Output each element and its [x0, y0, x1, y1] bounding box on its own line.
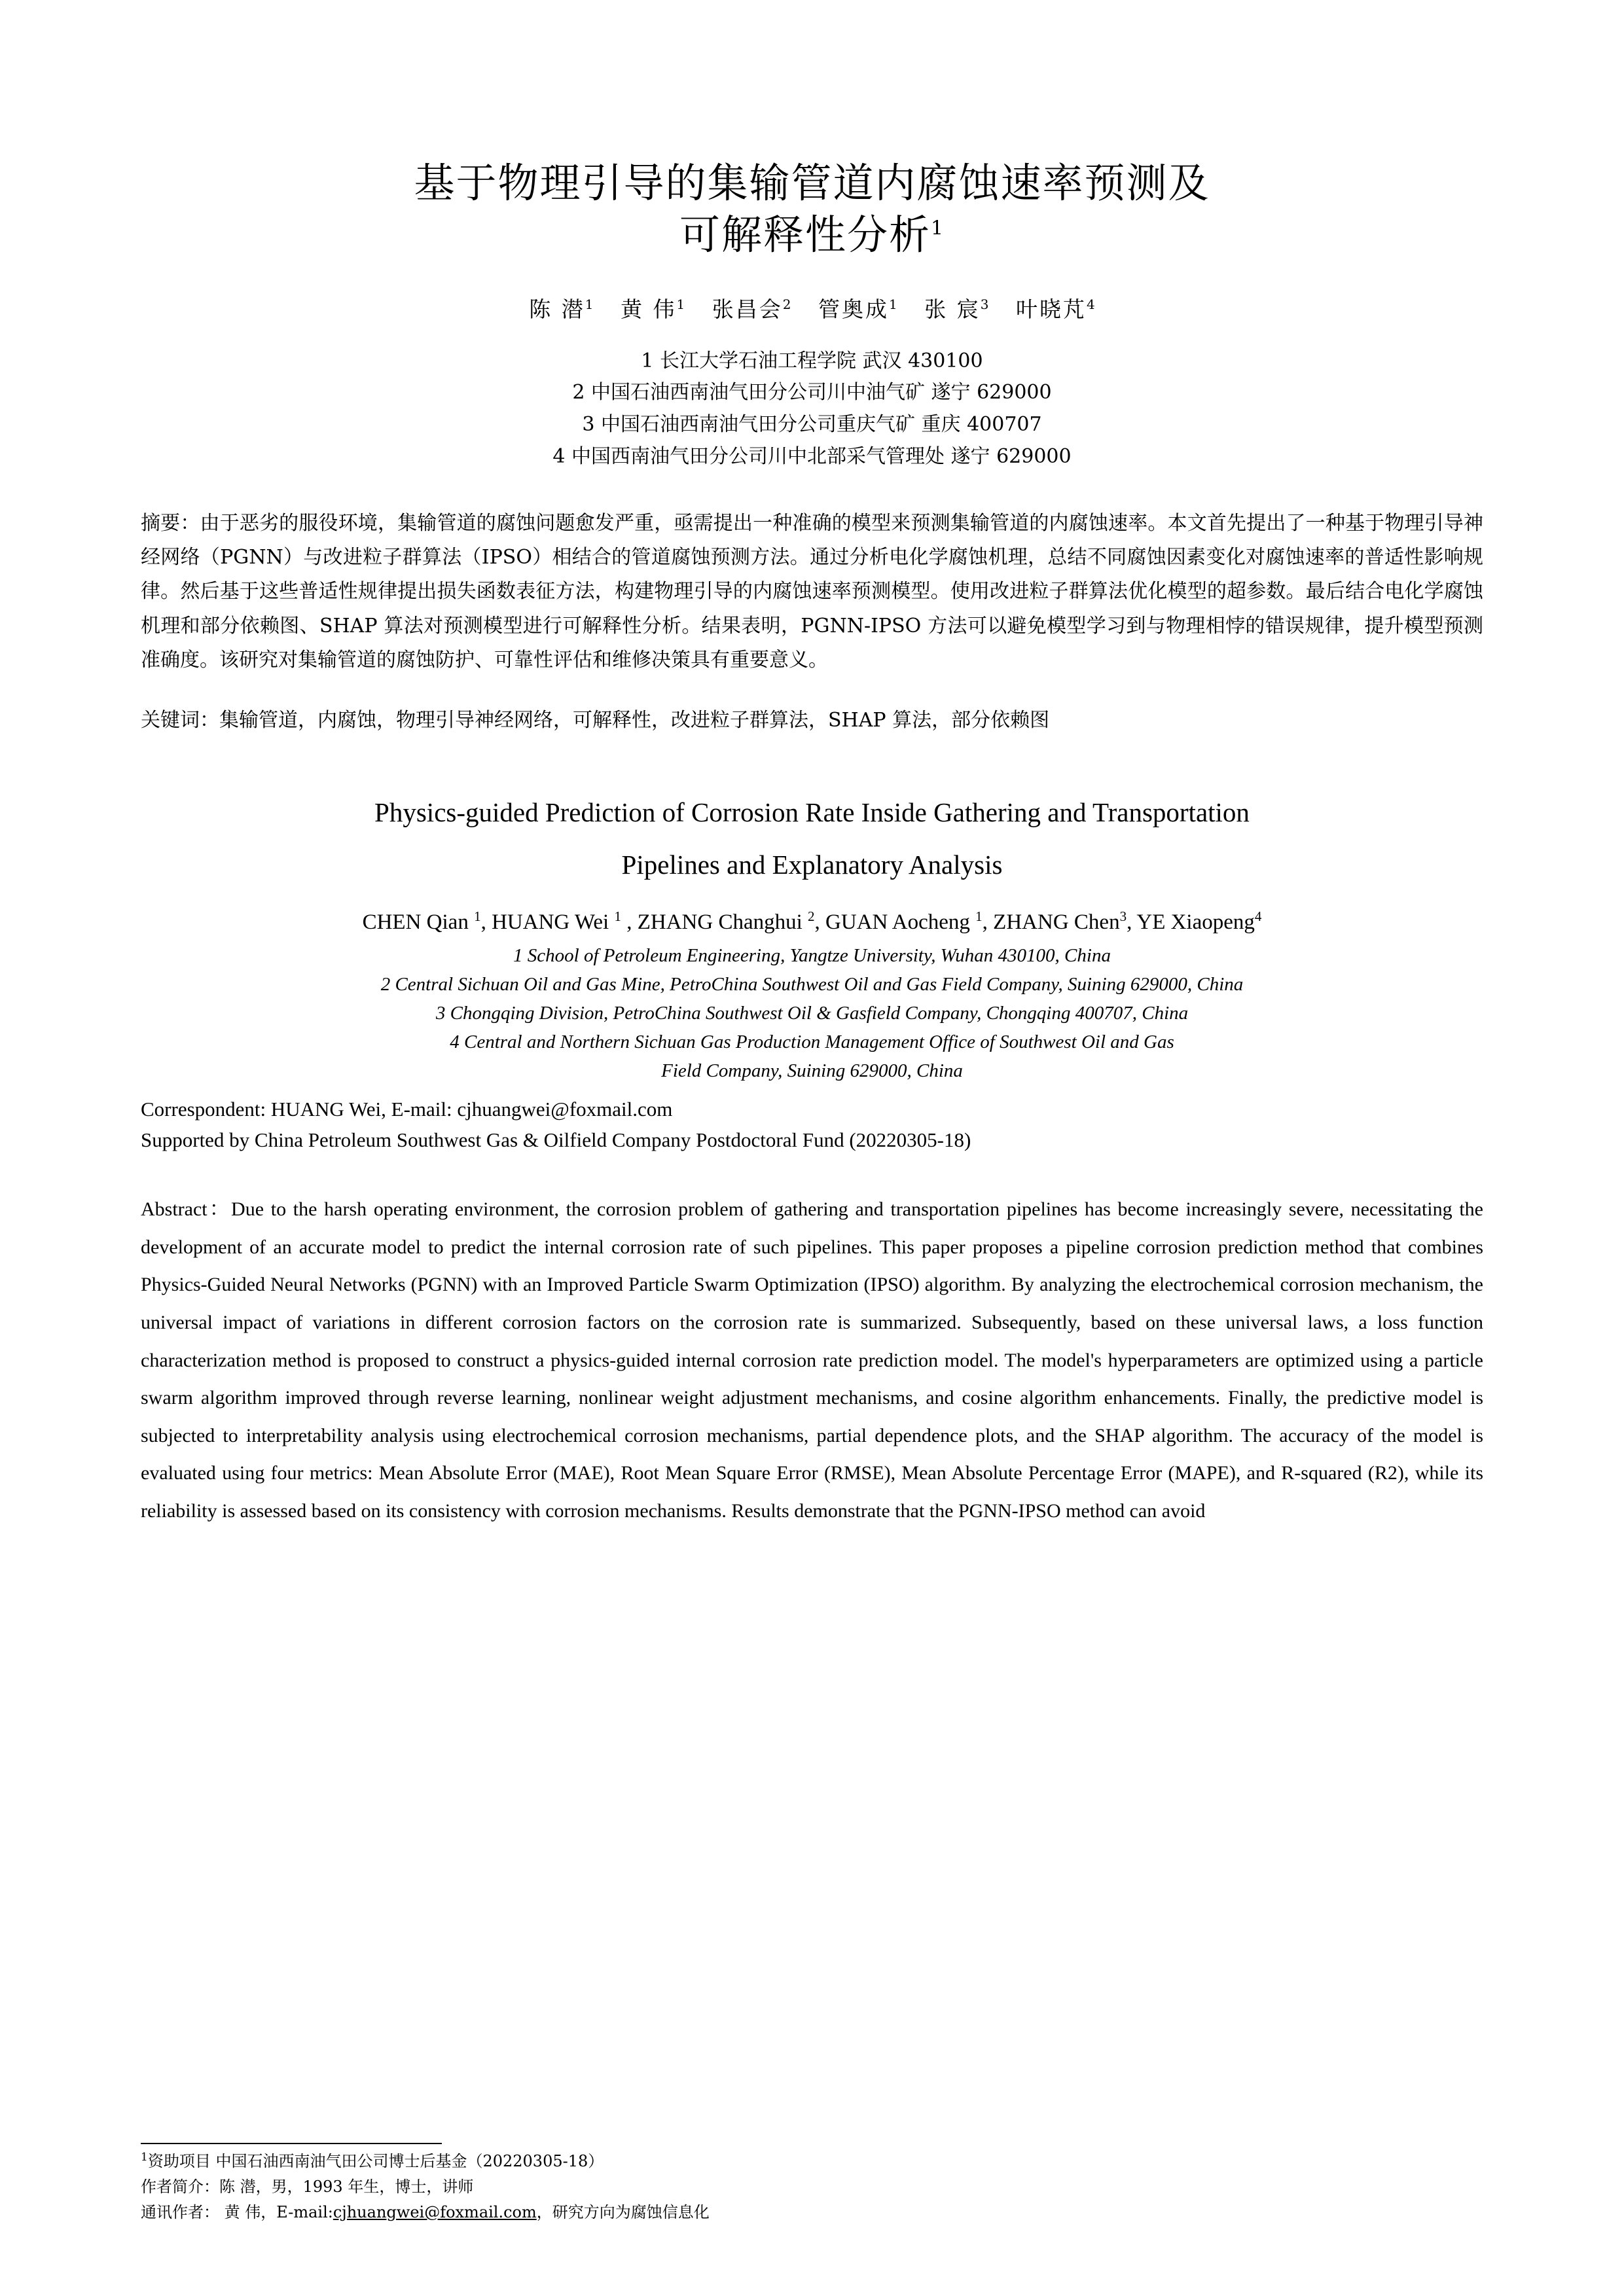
footnote-corresponding-prefix: 通讯作者： 黄 伟，E-mail: [141, 2203, 333, 2222]
cn-author [1016, 296, 1095, 322]
en-author-affil-marker: 3 [1119, 908, 1127, 924]
cn-author [924, 296, 988, 322]
footnote-funding-text: 资助项目 中国石油西南油气田公司博士后基金（20220305-18） [147, 2152, 604, 2171]
cn-keywords: 关键词：集输管道，内腐蚀，物理引导神经网络，可解释性，改进粒子群算法，SHAP 算法，部分依赖图 [141, 709, 1050, 732]
cn-author-affil-marker: 2 [782, 296, 791, 312]
en-title-line-1: Physics-guided Prediction of Corrosion Rate Inside Gathering and Transportation [374, 797, 1250, 828]
cn-author-name: 管奥成 [818, 296, 889, 322]
cn-author-affil-marker: 3 [980, 296, 989, 312]
page-title [141, 157, 1483, 261]
en-title [141, 787, 1483, 891]
cn-author-affil-marker: 1 [676, 296, 685, 312]
en-author-name: ZHANG Chen [993, 910, 1120, 934]
funding-line: Supported by China Petroleum Southwest Gas & Oilfield Company Postdoctoral Fund (20220305-18) [141, 1128, 971, 1151]
footnote-marker: 1 [141, 2151, 148, 2164]
cn-author-affil-marker: 4 [1086, 296, 1095, 312]
en-author-affil-marker: 1 [474, 908, 481, 924]
en-author [363, 910, 481, 934]
cn-author-name: 叶晓芃 [1015, 296, 1087, 322]
en-author-affil-marker: 1 [975, 908, 983, 924]
cn-abstract: 摘要：由于恶劣的服役环境，集输管道的腐蚀问题愈发严重，亟需提出一种准确的模型来预测集输管道的内腐蚀速率。本文首先提出了一种基于物理引导神经网络（PGNN）与改进粒子群算法（IPSO）相结合的管道腐蚀预测方法。通过分析电化学腐蚀机理，总结不同腐蚀因素变化对腐蚀速率的普适性影响规律。然后基于这些普适性规律提出损失函数表征方法，构建物理引导的内腐蚀速率预测模型。使用改进粒子群算法优化模型的超参数。最后结合电化学腐蚀机理和部分依赖图、SHAP 算法对预测模型进行可解释性分析。结果表明，PGNN-IPSO 方法可以避免模型学习到与物理相悖的错误规律，提升模型预测准确度。该研究对集输管道的腐蚀防护、可靠性评估和维修决策具有重要意义。 [141, 512, 1483, 672]
footnote-corresponding-suffix: ，研究方向为腐蚀信息化 [536, 2203, 710, 2222]
cn-title-line-1: 基于物理引导的集输管道内腐蚀速率预测及 [414, 159, 1210, 207]
en-author-affil-marker: 2 [808, 908, 815, 924]
en-author-name: ZHANG Changhui [637, 910, 803, 934]
en-author [638, 910, 815, 934]
en-author-name: HUANG Wei [492, 910, 609, 934]
cn-affiliation: 3 中国石油西南油气田分公司重庆气矿 重庆 400707 [582, 412, 1042, 436]
cn-affiliation: 2 中国石油西南油气田分公司川中油气矿 遂宁 629000 [572, 381, 1052, 404]
en-affiliation: 4 Central and Northern Sichuan Gas Production Management Office of Southwest Oil and Gas [450, 1031, 1174, 1053]
cn-author [712, 296, 791, 322]
cn-affiliation-list [141, 346, 1483, 473]
cn-affiliation: 4 中国西南油气田分公司川中北部采气管理处 遂宁 629000 [552, 444, 1072, 468]
en-author [1136, 910, 1261, 934]
cn-author [818, 296, 897, 322]
footnote-block [141, 2149, 1483, 2225]
en-author-name: CHEN Qian [362, 910, 469, 934]
en-affiliation: 1 School of Petroleum Engineering, Yangtze University, Wuhan 430100, China [513, 944, 1111, 966]
en-author [993, 910, 1127, 934]
en-abstract: Abstract：Due to the harsh operating environment, the corrosion problem of gathering and transportation pipelines has become increasingly severe, necessitating the development of an accurate model to predict the internal corrosion rate of such pipelines. This paper proposes a pipeline corrosion prediction method that combines Physics-Guided Neural Networks (PGNN) with an Improved Particle Swarm Optimization (IPSO) algorithm. By analyzing the electrochemical corrosion mechanism, the universal impact of variations in different corrosion factors on the corrosion rate is summarized. Subsequently, based on these universal laws, a loss function characterization method is proposed to construct a physics-guided internal corrosion rate prediction model. The model's hyperparameters are optimized using a particle swarm algorithm improved through reverse learning, nonlinear weight adjustment mechanisms, and cosine algorithm enhancements. Finally, the predictive model is subjected to interpretability analysis using electrochemical corrosion mechanisms, partial dependence plots, and the SHAP algorithm. The accuracy of the model is evaluated using four metrics: Mean Absolute Error (MAE), Root Mean Square Error (RMSE), Mean Absolute Percentage Error (MAPE), and R-squared (R2), while its reliability is assessed based on its consistency with corrosion mechanisms. Results demonstrate that the PGNN-IPSO method can avoid [141, 1198, 1483, 1522]
footnote-author-bio: 作者简介：陈 潜，男，1993 年生，博士，讲师 [141, 2178, 474, 2197]
cn-author [621, 296, 685, 322]
cn-author-list [141, 293, 1483, 323]
cn-affiliation: 1 长江大学石油工程学院 武汉 430100 [641, 349, 983, 372]
footnote-funding [141, 2149, 1483, 2174]
cn-title-footnote-marker: 1 [930, 217, 945, 240]
correspondent-line: Correspondent: HUANG Wei, E-mail: cjhuangwei@foxmail.com [141, 1098, 673, 1121]
cn-author [529, 296, 593, 322]
en-affiliation-list [141, 941, 1483, 1085]
en-affiliation: 2 Central Sichuan Oil and Gas Mine, PetroChina Southwest Oil and Gas Field Company, Suining 629000, China [380, 973, 1244, 995]
en-author-affil-marker: 4 [1254, 908, 1262, 924]
en-author-name: GUAN Aocheng [825, 910, 970, 934]
cn-author-name: 陈 潜 [529, 296, 585, 322]
en-affiliation: Field Company, Suining 629000, China [661, 1060, 963, 1082]
en-author-list: CHEN Qian $^1$, HUANG Wei $^1$ , ZHANG Changhui $^2$, GUAN Aocheng $^1$, ZHANG Chen$^3$, YE Xiaopeng$^4$ [362, 908, 1262, 934]
cn-author-affil-marker: 1 [585, 296, 594, 312]
en-affiliation: 3 Chongqing Division, PetroChina Southwest Oil & Gasfield Company, Chongqing 400707, China [435, 1003, 1189, 1024]
cn-author-name: 张 宸 [924, 296, 981, 322]
en-author [492, 910, 621, 934]
en-author [825, 910, 983, 934]
footnote-corresponding [141, 2200, 1483, 2225]
en-author-name: YE Xiaopeng [1136, 910, 1255, 934]
footnote-email-link[interactable]: cjhuangwei@foxmail.com [333, 2203, 537, 2222]
cn-title-line-2: 可解释性分析 [679, 211, 931, 259]
footnote-divider [141, 2143, 442, 2144]
en-author-affil-marker: 1 [614, 908, 621, 924]
cn-author-name: 张昌会 [712, 296, 783, 322]
en-title-line-2: Pipelines and Explanatory Analysis [621, 849, 1003, 880]
cn-author-affil-marker: 1 [889, 296, 897, 312]
cn-author-name: 黄 伟 [621, 296, 677, 322]
